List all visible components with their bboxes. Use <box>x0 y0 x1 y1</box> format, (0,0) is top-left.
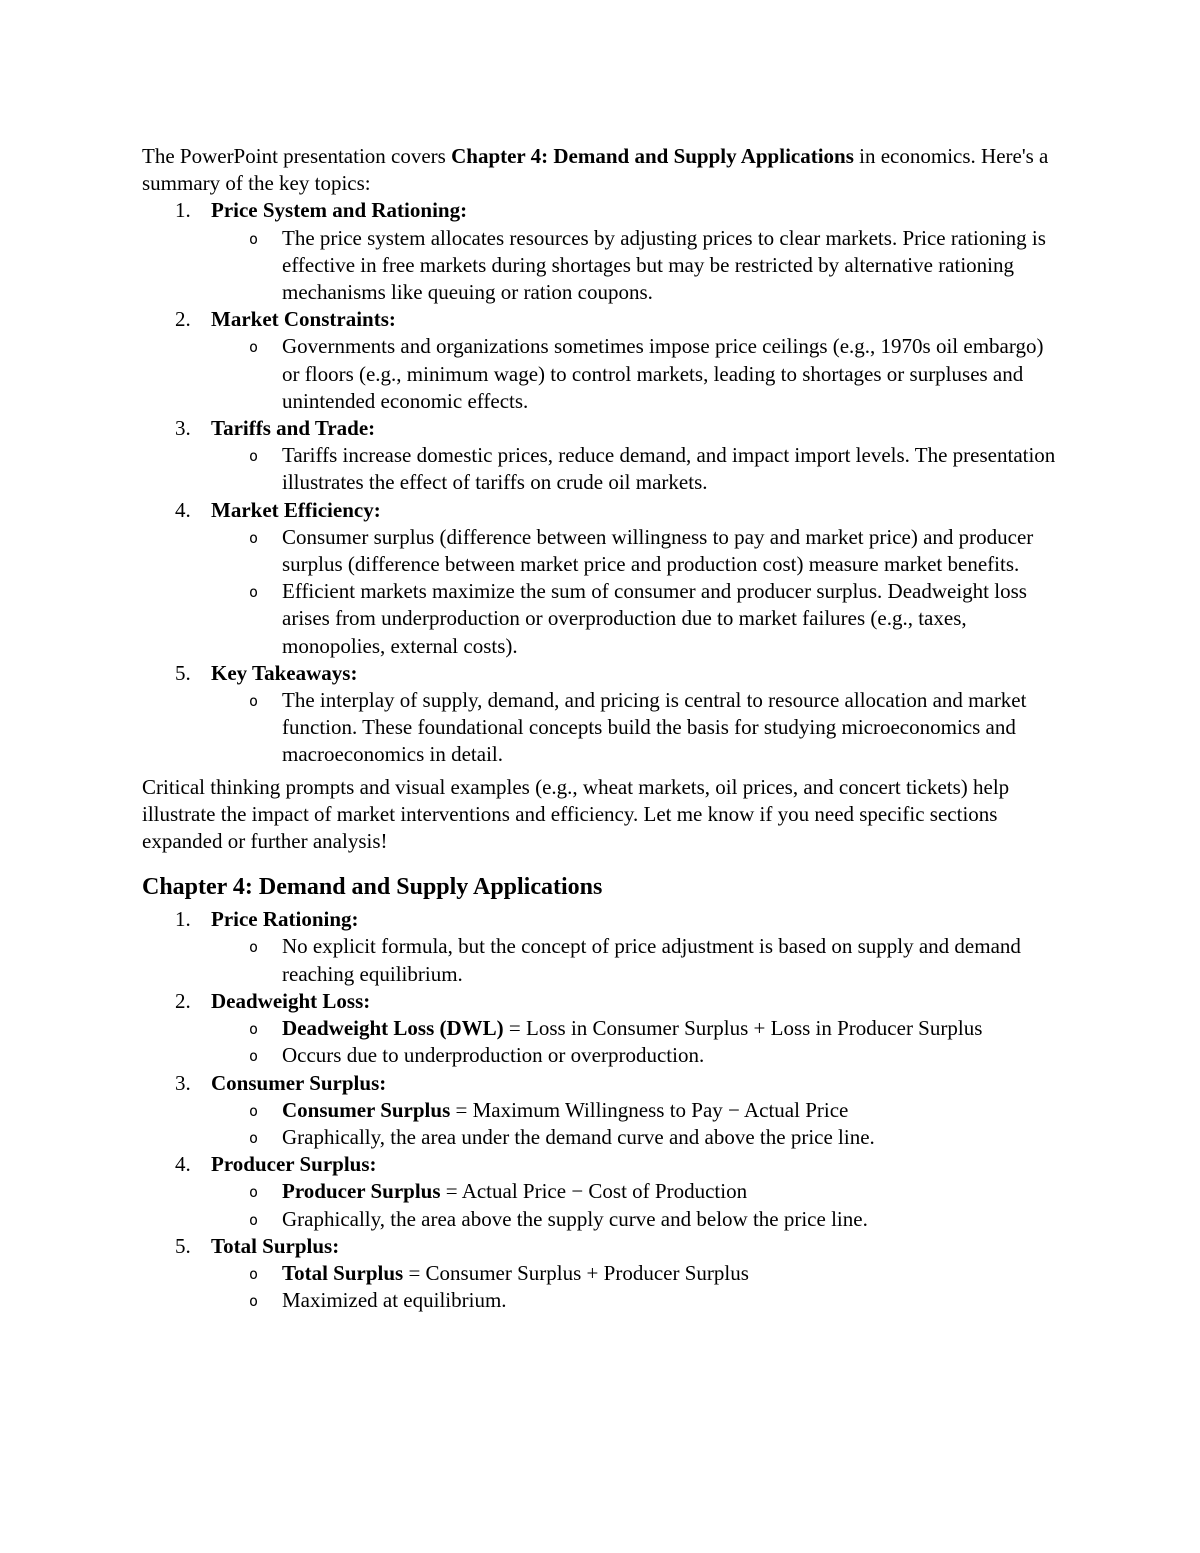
bullet-body: Occurs due to underproduction or overproduction. <box>282 1043 705 1068</box>
intro-text-bold: Chapter 4: Demand and Supply Applications <box>451 144 854 168</box>
list-number: 3. <box>175 416 191 441</box>
section-heading: Producer Surplus: <box>211 1152 377 1177</box>
list-item <box>142 497 1062 660</box>
list-item <box>142 415 1062 497</box>
list-number: 1. <box>175 907 191 932</box>
section-heading: Price System and Rationing: <box>211 198 468 223</box>
section-heading: Tariffs and Trade: <box>211 416 376 441</box>
bullet-text <box>282 1097 1062 1124</box>
section-heading: Consumer Surplus: <box>211 1070 387 1095</box>
bullet-text <box>282 1124 1062 1151</box>
bullet-item <box>142 333 1062 415</box>
bullet-icon: o <box>249 1128 259 1147</box>
bullet-item <box>142 1206 1062 1233</box>
bullet-text <box>282 1042 1062 1069</box>
bullet-icon: o <box>249 692 259 711</box>
document-page <box>142 143 1062 1314</box>
summary-list <box>142 197 1062 768</box>
bullet-text: The price system allocates resources by adjusting prices to clear markets. Price rationing is effective in free markets during shortages but may be restricted by alternative rationing mechanisms like queuing or ration coupons. <box>282 225 1046 305</box>
list-number: 5. <box>175 660 191 685</box>
list-item <box>142 660 1062 769</box>
section-heading: Price Rationing: <box>211 907 359 932</box>
bullet-list <box>211 1260 1062 1314</box>
list-item <box>142 1070 1062 1152</box>
intro-text-pre: The PowerPoint presentation covers <box>142 144 452 168</box>
bullet-item <box>142 524 1062 578</box>
bullet-text <box>282 1206 1062 1233</box>
bullet-text <box>282 1178 1062 1205</box>
list-item <box>142 1151 1062 1233</box>
list-item <box>142 988 1062 1070</box>
bullet-icon: o <box>249 1292 259 1311</box>
bullet-body: No explicit formula, but the concept of price adjustment is based on supply and demand reaching equilibrium. <box>282 934 1021 986</box>
bullet-text <box>282 1287 1062 1314</box>
bullet-list <box>211 687 1062 769</box>
bullet-item <box>142 442 1062 496</box>
list-item <box>142 906 1062 988</box>
bullet-icon: o <box>249 229 259 248</box>
bullet-list <box>211 1015 1062 1069</box>
formula-term: Producer Surplus <box>282 1179 441 1204</box>
formula-term: Deadweight Loss (DWL) <box>282 1016 504 1041</box>
bullet-item <box>142 225 1062 307</box>
formula-term: Consumer Surplus <box>282 1097 451 1122</box>
list-number: 4. <box>175 497 191 522</box>
bullet-item <box>142 687 1062 769</box>
bullet-list <box>211 933 1062 987</box>
bullet-text <box>282 1260 1062 1287</box>
bullet-icon: o <box>249 338 259 357</box>
bullet-icon: o <box>249 1210 259 1229</box>
bullet-body: = Consumer Surplus + Producer Surplus <box>403 1260 749 1285</box>
list-number: 5. <box>175 1233 191 1258</box>
bullet-text: Governments and organizations sometimes impose price ceilings (e.g., 1970s oil embargo) or floors (e.g., minimum wage) to control markets, leading to shortages or surpluses and unintended economic effects. <box>282 334 1044 413</box>
bullet-body: = Actual Price − Cost of Production <box>440 1179 748 1204</box>
bullet-icon: o <box>249 1183 259 1202</box>
bullet-item <box>142 1097 1062 1124</box>
bullet-text: The interplay of supply, demand, and pricing is central to resource allocation and market function. These foundational concepts build the basis for studying microeconomics and macroeconomics in detail. <box>282 688 1027 767</box>
list-number: 2. <box>175 307 191 332</box>
bullet-text <box>282 933 1062 987</box>
bullet-icon: o <box>249 1020 259 1039</box>
list-number: 4. <box>175 1152 191 1177</box>
section-heading: Total Surplus: <box>211 1233 340 1258</box>
bullet-list <box>211 442 1062 496</box>
bullet-icon: o <box>249 1101 259 1120</box>
formula-list <box>142 906 1062 1314</box>
bullet-icon: o <box>249 447 259 466</box>
bullet-item <box>142 578 1062 660</box>
bullet-list <box>211 225 1062 307</box>
bullet-icon: o <box>249 1264 259 1283</box>
bullet-body: = Loss in Consumer Surplus + Loss in Producer Surplus <box>503 1016 983 1041</box>
section-heading: Key Takeaways: <box>211 660 358 685</box>
bullet-item <box>142 1015 1062 1042</box>
bullet-list <box>211 1178 1062 1232</box>
bullet-item <box>142 1042 1062 1069</box>
closing-paragraph: Critical thinking prompts and visual examples (e.g., wheat markets, oil prices, and concert tickets) help illustrate the impact of market interventions and efficiency. Let me know if you need specific sections expanded or further analysis! <box>142 774 1010 854</box>
bullet-item <box>142 1124 1062 1151</box>
bullet-icon: o <box>249 528 259 547</box>
bullet-body: Maximized at equilibrium. <box>282 1288 507 1313</box>
list-item <box>142 306 1062 415</box>
bullet-list <box>211 524 1062 660</box>
bullet-body: = Maximum Willingness to Pay − Actual Price <box>450 1097 849 1122</box>
bullet-text <box>282 1015 1062 1042</box>
bullet-icon: o <box>249 583 259 602</box>
bullet-body: Graphically, the area under the demand curve and above the price line. <box>282 1124 875 1149</box>
bullet-text: Tariffs increase domestic prices, reduce demand, and impact import levels. The presentation illustrates the effect of tariffs on crude oil markets. <box>282 443 1056 495</box>
list-number: 3. <box>175 1070 191 1095</box>
bullet-item <box>142 933 1062 987</box>
intro-paragraph <box>142 143 1062 197</box>
bullet-text: Efficient markets maximize the sum of consumer and producer surplus. Deadweight loss arises from underproduction or overproduction due to market failures (e.g., taxes, monopolies, external costs). <box>282 579 1027 658</box>
section-heading: Market Efficiency: <box>211 497 381 522</box>
bullet-item <box>142 1178 1062 1205</box>
section-heading: Deadweight Loss: <box>211 988 371 1013</box>
bullet-icon: o <box>249 1047 259 1066</box>
bullet-list <box>211 1097 1062 1151</box>
list-item <box>142 197 1062 306</box>
list-number: 2. <box>175 988 191 1013</box>
bullet-text: Consumer surplus (difference between willingness to pay and market price) and producer surplus (difference between market price and production cost) measure market benefits. <box>282 524 1034 577</box>
bullet-body: Graphically, the area above the supply curve and below the price line. <box>282 1206 868 1231</box>
intro-text-post: in economics. Here's a summary of the key topics: <box>142 144 1049 196</box>
bullet-item <box>142 1287 1062 1314</box>
bullet-icon: o <box>249 938 259 957</box>
chapter-heading: Chapter 4: Demand and Supply Applications <box>142 874 603 901</box>
section-heading: Market Constraints: <box>211 307 396 332</box>
bullet-item <box>142 1260 1062 1287</box>
bullet-list <box>211 333 1062 415</box>
formula-term: Total Surplus <box>282 1260 404 1285</box>
list-number: 1. <box>175 198 191 223</box>
list-item <box>142 1233 1062 1315</box>
